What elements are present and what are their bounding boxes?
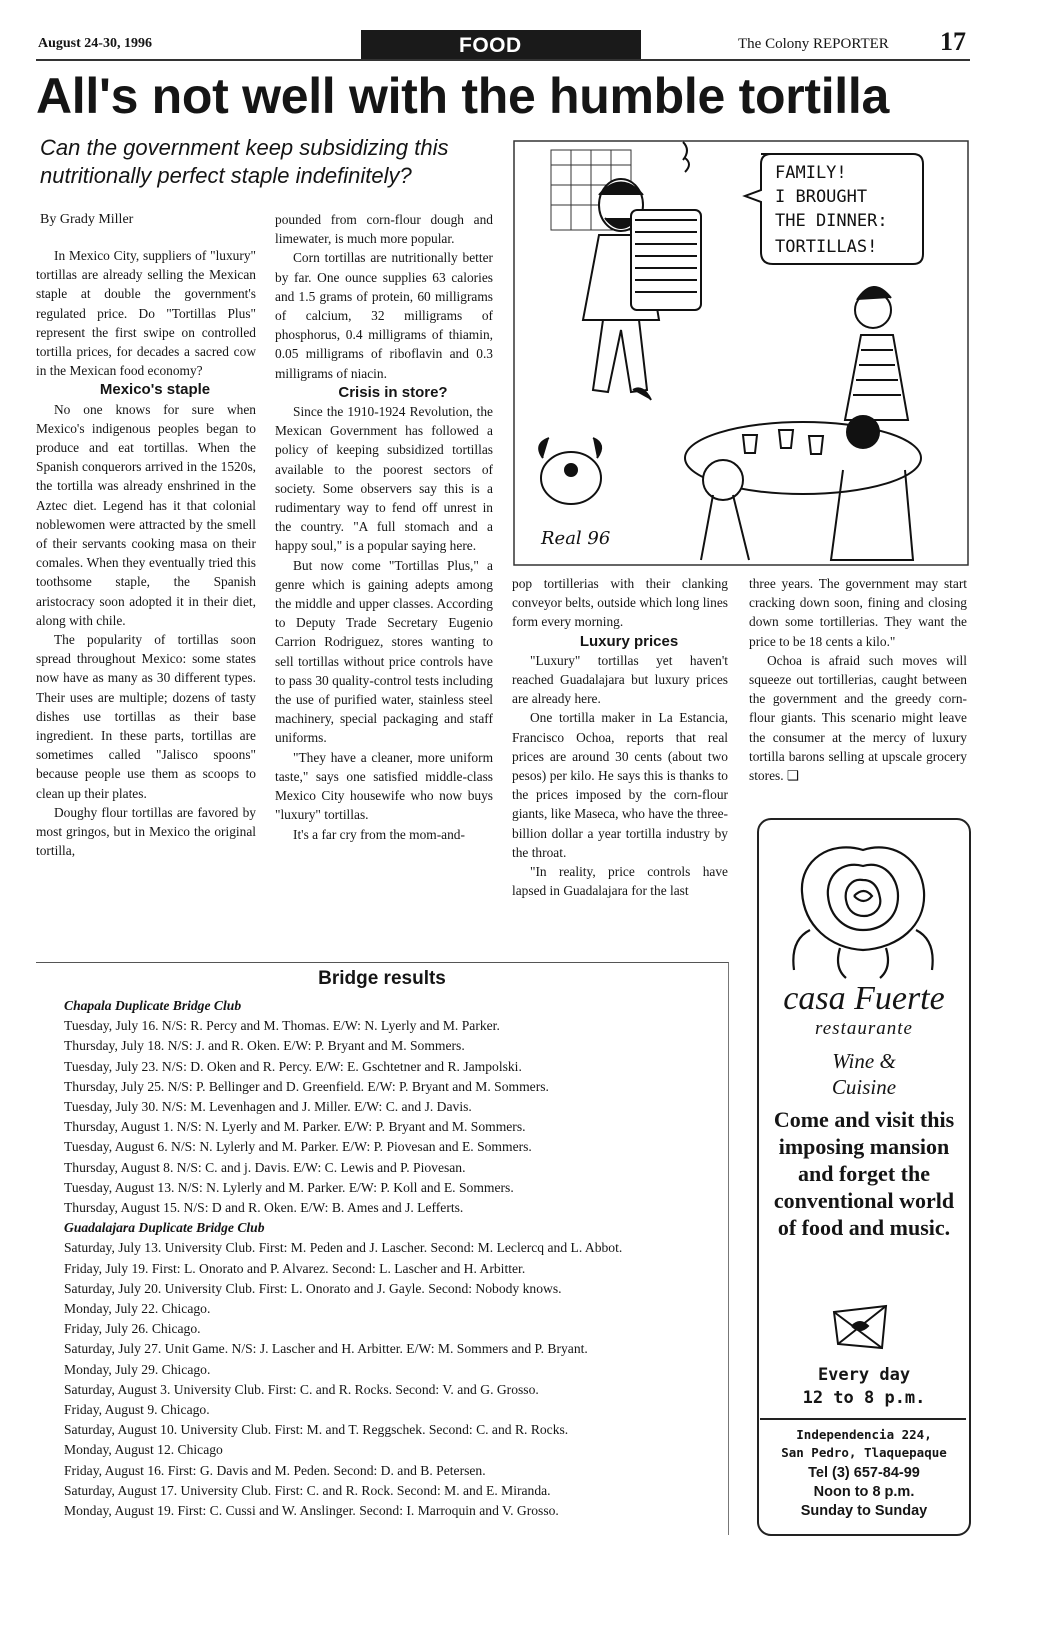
ad-hours <box>763 1364 965 1410</box>
paragraph: No one knows for sure when Mexico's indigenous peoples began to produce and eat tortillas. When the Spanish conquerors arrived in the 1520s, the tortilla was already enshrined in the Aztec diet. Legend has it that colonial noblewomen were attracted by the smell of their servants cooking masa on their comales. When they eventually tried this toothsome staple, the Spanish aristocracy soon adopted it in their diet, along with chile. <box>36 401 256 628</box>
subhead: Mexico's staple <box>99 381 211 399</box>
paragraph: "In reality, price controls have lapsed in Guadalajara for the last <box>512 864 728 899</box>
paragraph: "They have a cleaner, more uniform taste," says one satisfied middle-class Mexico City housewife who now buys "luxury" tortillas. <box>275 749 493 823</box>
bridge-result-row: Saturday, July 27. Unit Game. N/S: J. Lascher and H. Arbitter. E/W: M. Sommers and P. Bryant. <box>64 1341 588 1357</box>
bridge-club-heading: Chapala Duplicate Bridge Club <box>64 998 242 1013</box>
ad-tagline-line: Cuisine <box>831 1075 897 1099</box>
ad-brand: casa Fuerte <box>783 980 945 1017</box>
paragraph: The popularity of tortillas soon spread throughout Mexico: some states now have as many as 30 different types. Their uses are multiple; dozens of tasty dishes use tortillas as their base ingredient. In these parts, tortillas are sometimes called "Jalisco spoons" because people use them as scoops to clean up their plates. <box>36 632 256 801</box>
cartoon-signature: Real 96 <box>541 528 611 549</box>
page-number: 17 <box>940 27 966 56</box>
bridge-result-row: Tuesday, August 13. N/S: N. Lylerly and M. Parker. E/W: P. Koll and E. Sommers. <box>64 1179 514 1195</box>
ad-hours-line: 12 to 8 p.m. <box>802 1388 926 1408</box>
paragraph: But now come "Tortillas Plus," a genre which is gaining adepts among the middle and upper classes. According to Deputy Trade Secretary Eugenio Carrion Rodriguez, stores wanting to sell tortillas without price controls have to pass 30 quality-control tests including the use of purified water, stainless steel machinery, special packaging and staff uniforms. <box>275 557 493 746</box>
paragraph: "Luxury" tortillas yet haven't reached Guadalajara but luxury prices are already here. <box>512 652 728 707</box>
tortilla-cartoon <box>513 140 969 566</box>
header-rule <box>36 59 970 61</box>
ad-address <box>763 1426 965 1462</box>
napkin-icon <box>830 1302 890 1352</box>
bridge-result-row: Thursday, August 15. N/S: D and R. Oken. E/W: B. Ames and J. Lefferts. <box>64 1200 464 1216</box>
paragraph: In Mexico City, suppliers of "luxury" tortillas are already selling the Mexican staple at double the government's regulated price. Do "Tortillas Plus" represent the first swipe on controlled tortilla prices, for decades a sacred cow in the Mexican food economy? <box>36 248 256 379</box>
ad-phone: Tel (3) 657-84-99 <box>808 1465 920 1481</box>
speech-text: I BROUGHT <box>775 187 868 207</box>
ad-address-line: Independencia 224, <box>796 1427 932 1442</box>
paragraph: three years. The government may start cracking down soon, fining and closing down some tortillerias. They want the price to be 18 cents a kilo." <box>749 576 967 649</box>
paragraph: pop tortillerias with their clanking conveyor belts, outside which long lines form every morning. <box>512 576 728 630</box>
bridge-result-row: Friday, July 19. First: L. Onorato and P. Alvarez. Second: L. Lascher and H. Arbitter. <box>64 1260 526 1276</box>
paragraph: Corn tortillas are nutritionally better by far. One ounce supplies 63 calories and 1.5 grams of protein, 60 milligrams of calcium, 32 milligrams of phosphorus, 0.4 milligrams of thiamin, 0.05 milligrams of riboflavin and 0.3 milligrams of niacin. <box>275 250 493 381</box>
bridge-result-row: Friday, August 16. First: G. Davis and M. Peden. Second: D. and B. Petersen. <box>64 1462 486 1478</box>
bridge-result-row: Thursday, July 18. N/S: J. and R. Oken. E/W: P. Bryant and M. Sommers. <box>64 1038 465 1054</box>
bridge-result-row: Monday, August 12. Chicago <box>64 1442 223 1458</box>
rose-icon <box>770 830 956 980</box>
ad-contact <box>763 1464 965 1521</box>
ad-pitch: Come and visit this imposing mansion and forget the conventional world of food and music. <box>773 1107 955 1240</box>
bridge-result-row: Tuesday, August 6. N/S: N. Lylerly and M. Parker. E/W: P. Piovesan and E. Sommers. <box>64 1139 532 1155</box>
article-column-2 <box>275 210 493 844</box>
speech-bubble <box>745 154 923 264</box>
deck: Can the government keep subsidizing this nutritionally perfect staple indefinitely? <box>40 135 449 188</box>
bridge-result-row: Friday, July 26. Chicago. <box>64 1321 201 1337</box>
ad-tagline-line: Wine & <box>832 1049 896 1073</box>
bridge-club-heading: Guadalajara Duplicate Bridge Club <box>64 1220 265 1236</box>
bridge-result-row: Monday, July 29. Chicago. <box>64 1361 211 1377</box>
speech-text: THE DINNER: <box>775 211 888 231</box>
subhead: Crisis in store? <box>338 383 448 401</box>
bridge-result-row: Tuesday, July 30. N/S: M. Levenhagen and J. Miller. E/W: C. and J. Davis. <box>64 1099 472 1115</box>
ad-subtitle: restaurante <box>815 1018 913 1039</box>
bridge-result-row: Saturday, July 20. University Club. First: L. Onorato and J. Gayle. Second: Nobody knows. <box>64 1280 562 1296</box>
paper-name: The Colony REPORTER <box>738 36 889 52</box>
paragraph: Ochoa is afraid such moves will squeeze out tortillerias, caught between the government and the greedy corn-flour giants. This scenario might leave the consumer at the mercy of luxury tortilla barons selling at upscale grocery stores. ❑ <box>749 652 967 784</box>
section-label: FOOD <box>459 34 522 57</box>
bridge-result-row: Saturday, July 13. University Club. First: M. Peden and J. Lascher. Second: M. Leclercq and L. Abbot. <box>64 1240 623 1256</box>
article-column-1 <box>36 246 256 861</box>
subhead: Luxury prices <box>579 632 679 650</box>
bridge-title: Bridge results <box>318 968 446 989</box>
paragraph: Doughy flour tortillas are favored by most gringos, but in Mexico the original tortilla, <box>36 804 256 859</box>
bridge-result-row: Thursday, August 1. N/S: N. Lyerly and M. Parker. E/W: P. Bryant and M. Sommers. <box>64 1119 526 1135</box>
speech-text: FAMILY! <box>775 163 847 183</box>
ad-hours-line: Every day <box>817 1365 911 1385</box>
bridge-result-row: Tuesday, July 16. N/S: R. Percy and M. Thomas. E/W: N. Lyerly and M. Parker. <box>64 1018 500 1034</box>
byline: By Grady Miller <box>40 212 134 227</box>
ad-address-line: San Pedro, Tlaquepaque <box>781 1445 947 1460</box>
bridge-result-row: Monday, July 22. Chicago. <box>64 1301 211 1317</box>
bridge-result-row: Saturday, August 17. University Club. First: C. and R. Rock. Second: M. and E. Miranda. <box>64 1482 551 1498</box>
bridge-result-row: Saturday, August 3. University Club. First: C. and R. Rocks. Second: V. and G. Grosso. <box>64 1381 539 1397</box>
bridge-result-row: Saturday, August 10. University Club. First: M. and T. Reggschek. Second: C. and R. Rocks. <box>64 1422 569 1438</box>
bridge-result-row: Friday, August 9. Chicago. <box>64 1402 210 1418</box>
bridge-result-row: Thursday, August 8. N/S: C. and j. Davis. E/W: C. Lewis and P. Piovesan. <box>64 1159 466 1175</box>
article-column-3 <box>512 574 728 900</box>
bridge-result-row: Monday, August 19. First: C. Cussi and W. Anslinger. Second: I. Marroquin and V. Grosso. <box>64 1503 559 1519</box>
paragraph: One tortilla maker in La Estancia, Francisco Ochoa, reports that real prices are around 30 cents (about two pesos) per kilo. He says this is thanks to the prices imposed by the corn-flour giants, like Maseca, who have the three-billion dollar a year tortilla industry by the throat. <box>512 710 728 860</box>
ad-tagline <box>763 1048 965 1100</box>
headline: All's not well with the humble tortilla <box>36 68 889 124</box>
paragraph: pounded from corn-flour dough and limewater, is much more popular. <box>275 212 493 247</box>
issue-date: August 24-30, 1996 <box>38 36 152 51</box>
paragraph: Since the 1910-1924 Revolution, the Mexican Government has followed a policy of keeping subsidized tortillas available to the poorest sectors of society. Some observers say this is a rudimentary way to fend off unrest in the country. "A full stomach and a happy soul," is a popular saying here. <box>275 404 493 554</box>
bridge-result-row: Thursday, July 25. N/S: P. Bellinger and D. Greenfield. E/W: P. Bryant and M. Sommers. <box>64 1078 549 1094</box>
bridge-results-list <box>64 996 724 1521</box>
ad-hours-line: Sunday to Sunday <box>800 1503 928 1519</box>
article-column-4 <box>749 574 967 785</box>
speech-text: TORTILLAS! <box>775 237 878 257</box>
bridge-result-row: Tuesday, July 23. N/S: D. Oken and R. Percy. E/W: E. Gschtetner and R. Jampolski. <box>64 1058 522 1074</box>
ad-divider <box>760 1418 966 1420</box>
section-banner <box>361 30 641 60</box>
ad-hours-line: Noon to 8 p.m. <box>813 1484 915 1500</box>
paragraph: It's a far cry from the mom-and- <box>293 826 465 842</box>
